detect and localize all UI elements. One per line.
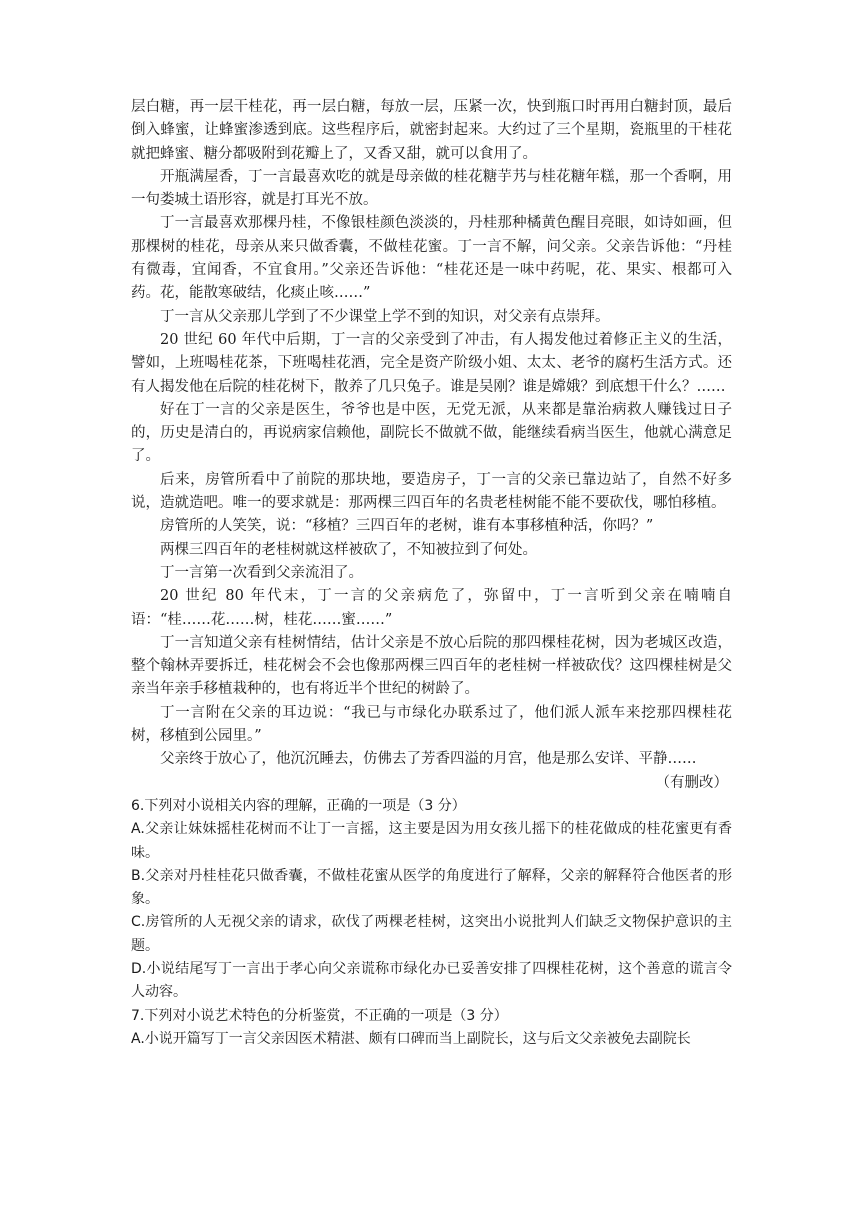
- paragraph-12: 丁一言知道父亲有桂树情结，估计父亲是不放心后院的那四棵桂花树，因为老城区改造，整个翰林弄要拆迁，桂花树会不会也像那两棵三四百年的老桂树一样被砍伐？这四棵桂树是父亲当年亲手移植栽种的，也有将近半个世纪的树龄了。: [131, 634, 732, 698]
- source-note: （有删改）: [655, 774, 728, 791]
- question-6-option-b: B.父亲对丹桂桂花只做香囊，不做桂花蜜从医学的角度进行了解释，父亲的解释符合他医者的形象。: [131, 867, 732, 908]
- question-7-option-a: A.小说开篇写丁一言父亲因医术精湛、颇有口碑而当上副院长，这与后文父亲被免去副院长: [131, 1030, 691, 1047]
- question-6-option-a: A.父亲让妹妹摇桂花树而不让丁一言摇，这主要是因为用女孩儿摇下的桂花做成的桂花蜜更有香味。: [131, 821, 732, 861]
- paragraph-14: 父亲终于放心了，他沉沉睡去，仿佛去了芳香四溢的月宫，他是那么安详、平静……: [160, 751, 697, 768]
- paragraph-4: 丁一言从父亲那儿学到了不少课堂上学不到的知识，对父亲有点崇拜。: [160, 308, 610, 325]
- paragraph-7: 后来，房管所看中了前院的那块地，要造房子，丁一言的父亲已靠边站了，自然不好多说，造就造吧。唯一的要求就是：那两棵三四百年的名贵老桂树能不能不要砍伐，哪怕移植。: [131, 471, 732, 512]
- paragraph-2: 开瓶满屋香，丁一言最喜欢吃的就是母亲做的桂花糖芋艿与桂花糖年糕，那一个香啊，用一句娄城土语形容，就是打耳光不放。: [131, 168, 732, 209]
- questions-section: [131, 795, 732, 1051]
- story-passage: [131, 96, 732, 795]
- paragraph-9: 两棵三四百年的老桂树就这样被砍了，不知被拉到了何处。: [160, 541, 537, 558]
- paragraph-3: 丁一言最喜欢那棵丹桂，不像银桂颜色淡淡的，丹桂那种橘黄色醒目亮眼，如诗如画，但那棵树的桂花，母亲从来只做香囊，不做桂花蜜。丁一言不解，问父亲。父亲告诉他：“丹桂有微毒，宜闻香，不宜食用。”父亲还告诉他：“桂花还是一味中药呢，花、果实、根都可入药。花，能散寒破结，化痰止咳……”: [131, 215, 732, 302]
- paragraph-1: 层白糖，再一层干桂花，再一层白糖，每放一层，压紧一次，快到瓶口时再用白糖封顶，最后倒入蜂蜜，让蜂蜜渗透到底。这些程序后，就密封起来。大约过了三个星期，瓷瓶里的干桂花就把蜂蜜、糖分都吸附到花瓣上了，又香又甜，就可以食用了。: [131, 99, 732, 162]
- paragraph-5: 20 世纪 60 年代中后期，丁一言的父亲受到了冲击，有人揭发他过着修正主义的生活，譬如，上班喝桂花茶，下班喝桂花酒，完全是资产阶级小姐、太太、老爷的腐朽生活方式。还有人揭发他在后院的桂花树下，散养了几只兔子。谁是吴刚？谁是嫦娥？到底想干什么？……: [131, 331, 732, 395]
- paragraph-10: 丁一言第一次看到父亲流泪了。: [160, 564, 363, 581]
- paragraph-11: 20 世纪 80 年代末，丁一言的父亲病危了，弥留中，丁一言听到父亲在喃喃自语：“桂……花……树，桂花……蜜……”: [131, 588, 732, 628]
- question-7-stem: 7.下列对小说艺术特色的分析鉴赏，不正确的一项是（3 分）: [131, 1007, 508, 1024]
- question-6-option-c: C.房管所的人无视父亲的请求，砍伐了两棵老桂树，这突出小说批判人们缺乏文物保护意识的主题。: [131, 914, 732, 954]
- question-6-stem: 6.下列对小说相关内容的理解，正确的一项是（3 分）: [131, 797, 466, 814]
- paragraph-8: 房管所的人笑笑，说：“移植？三四百年的老树，谁有本事移植种活，你吗？”: [160, 518, 654, 535]
- paragraph-13: 丁一言附在父亲的耳边说：“我已与市绿化办联系过了，他们派人派车来挖那四棵桂花树，移植到公园里。”: [131, 704, 732, 745]
- question-6-option-d: D.小说结尾写丁一言出于孝心向父亲谎称市绿化办已妥善安排了四棵桂花树，这个善意的谎言令人动容。: [131, 960, 732, 1001]
- paragraph-6: 好在丁一言的父亲是医生，爷爷也是中医，无党无派，从来都是靠治病救人赚钱过日子的，历史是清白的，再说病家信赖他，副院长不做就不做，能继续看病当医生，他就心满意足了。: [131, 401, 732, 465]
